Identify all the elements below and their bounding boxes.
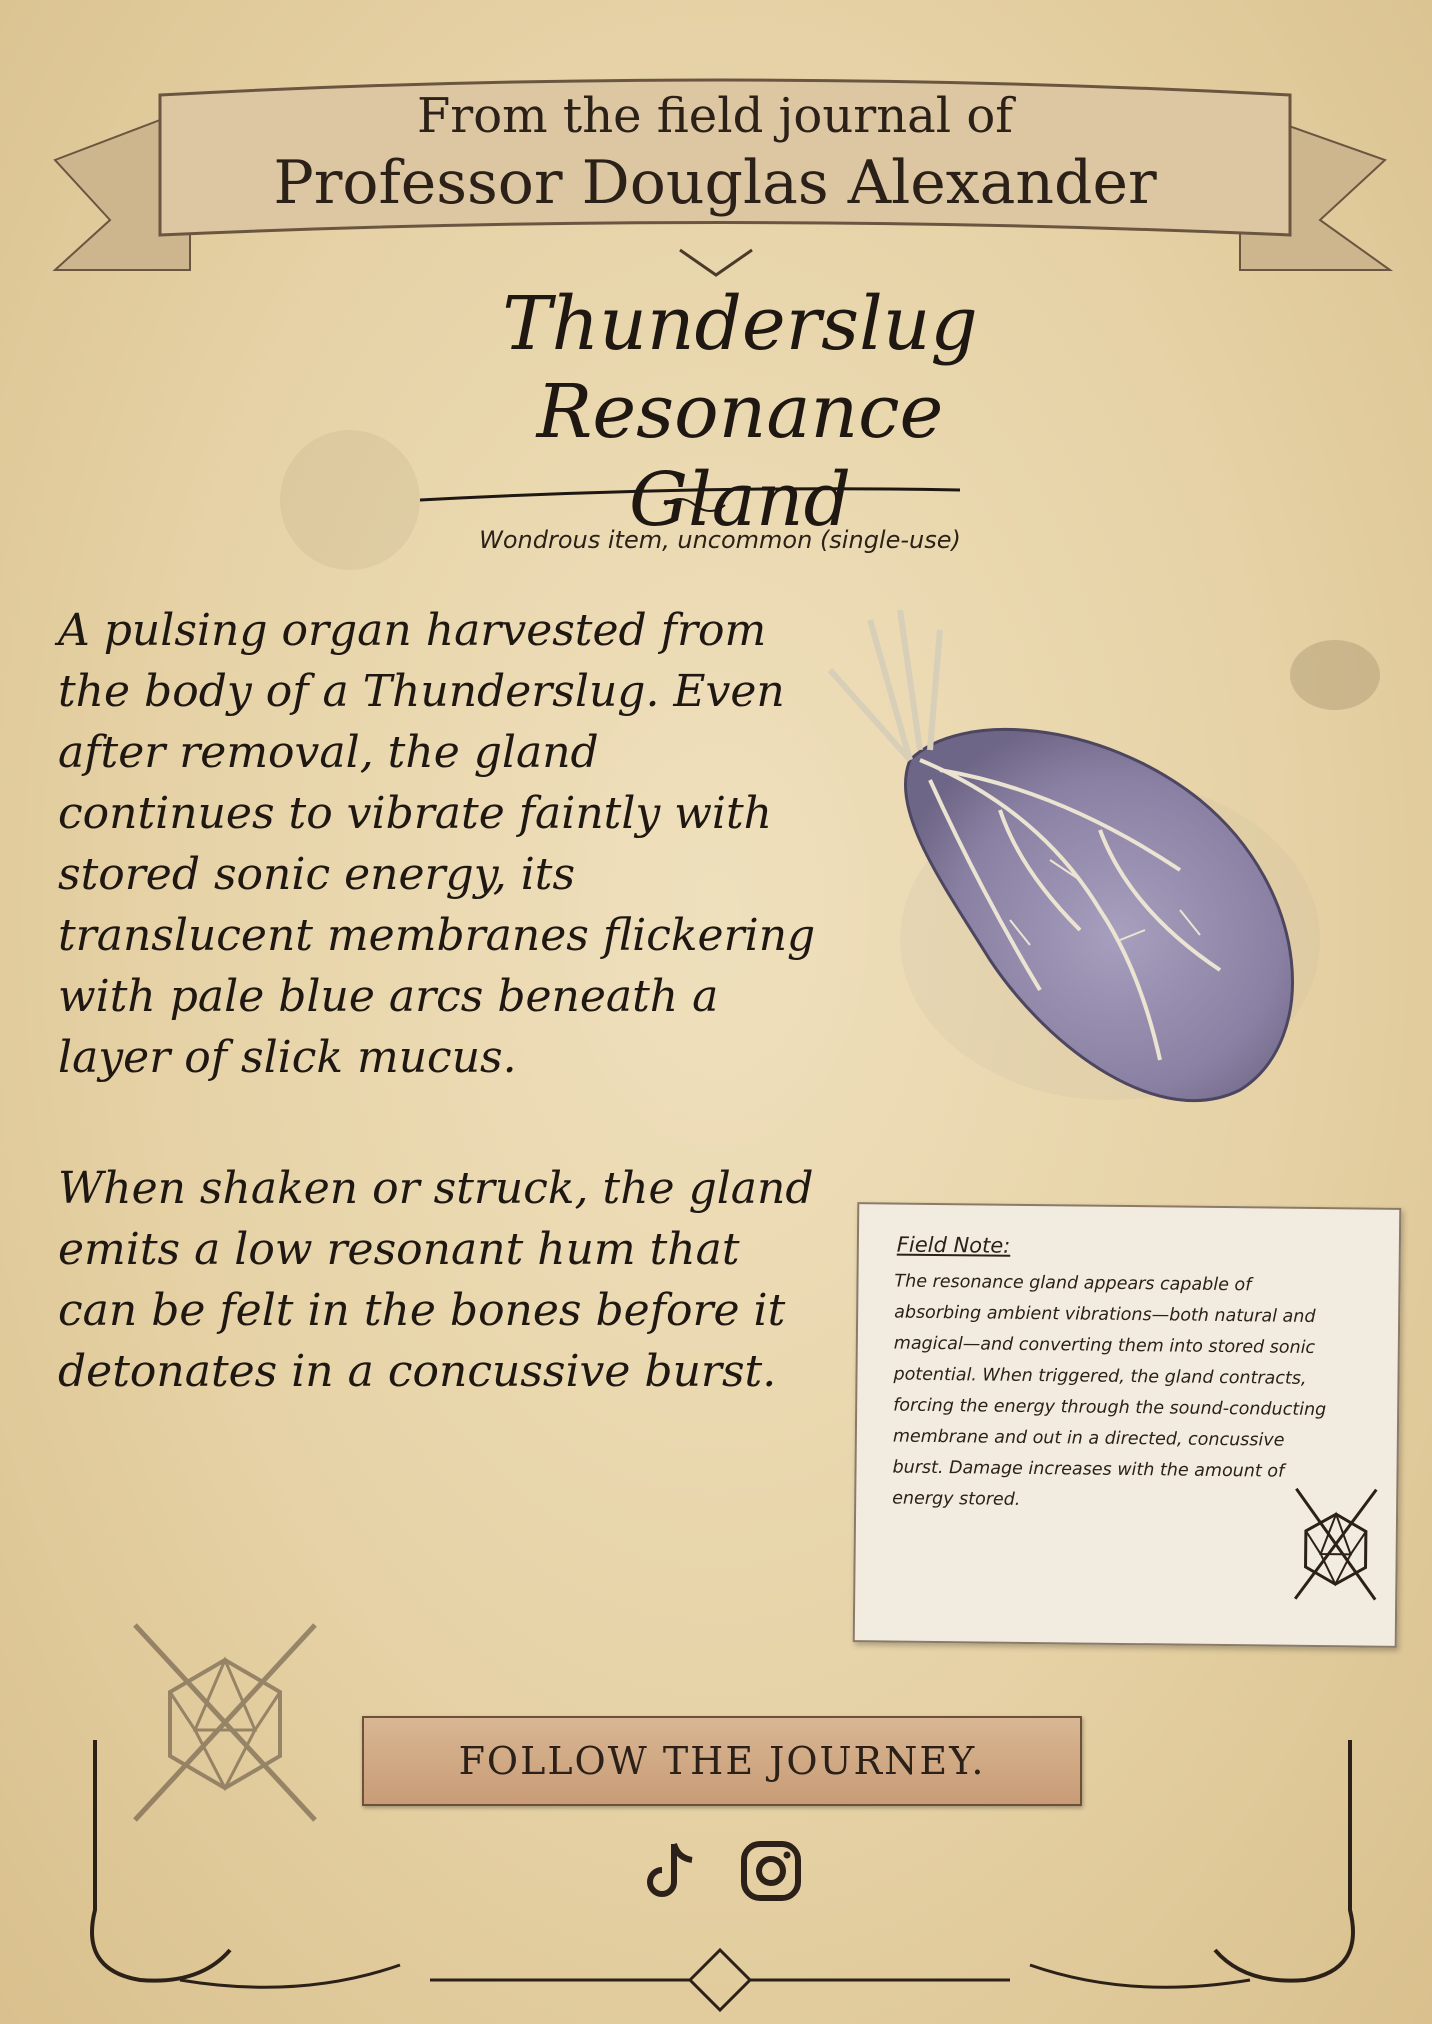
- item-title-line1: Thunderslug Resonance: [502, 281, 978, 455]
- gland-illustration: [800, 610, 1320, 1130]
- title-underline-flourish: [420, 470, 980, 520]
- description-paragraph: A pulsing organ harvested from the body of a Thunderslug. Even after removal, the gland continues to vibrate faintly with stored sonic energy, its translucent membranes flickering with pale blue arcs beneath a layer of slick mucus.: [58, 605, 816, 1083]
- instagram-icon[interactable]: [736, 1836, 806, 1906]
- item-title-line2: Gland: [629, 457, 851, 543]
- field-note-card: [853, 1202, 1402, 1648]
- follow-the-journey-button[interactable]: FOLLOW THE JOURNEY.: [362, 1716, 1082, 1806]
- item-rarity: Wondrous item, uncommon (single-use): [479, 526, 961, 554]
- banner-subheading: From the field journal of: [417, 88, 1013, 144]
- banner-heading: Professor Douglas Alexander: [273, 148, 1157, 218]
- field-note-text: The resonance gland appears capable of absorbing ambient vibrations—both natural and magical—and converting them into stored sonic potential. When triggered, the gland contracts, forcing the energy through the sound-conducting membrane and out in a directed, concussive burst. Damage increases with the amount of energy stored.: [892, 1271, 1327, 1510]
- description-paragraph: When shaken or struck, the gland emits a low resonant hum that can be felt in the bones before it detonates in a concussive burst.: [58, 1163, 814, 1397]
- banner-text: [160, 88, 1270, 218]
- d20-crossed-swords-icon: [1285, 1479, 1386, 1610]
- item-description: [58, 600, 818, 1472]
- tiktok-icon[interactable]: [636, 1836, 706, 1906]
- field-note-label: Field Note:: [896, 1232, 1011, 1258]
